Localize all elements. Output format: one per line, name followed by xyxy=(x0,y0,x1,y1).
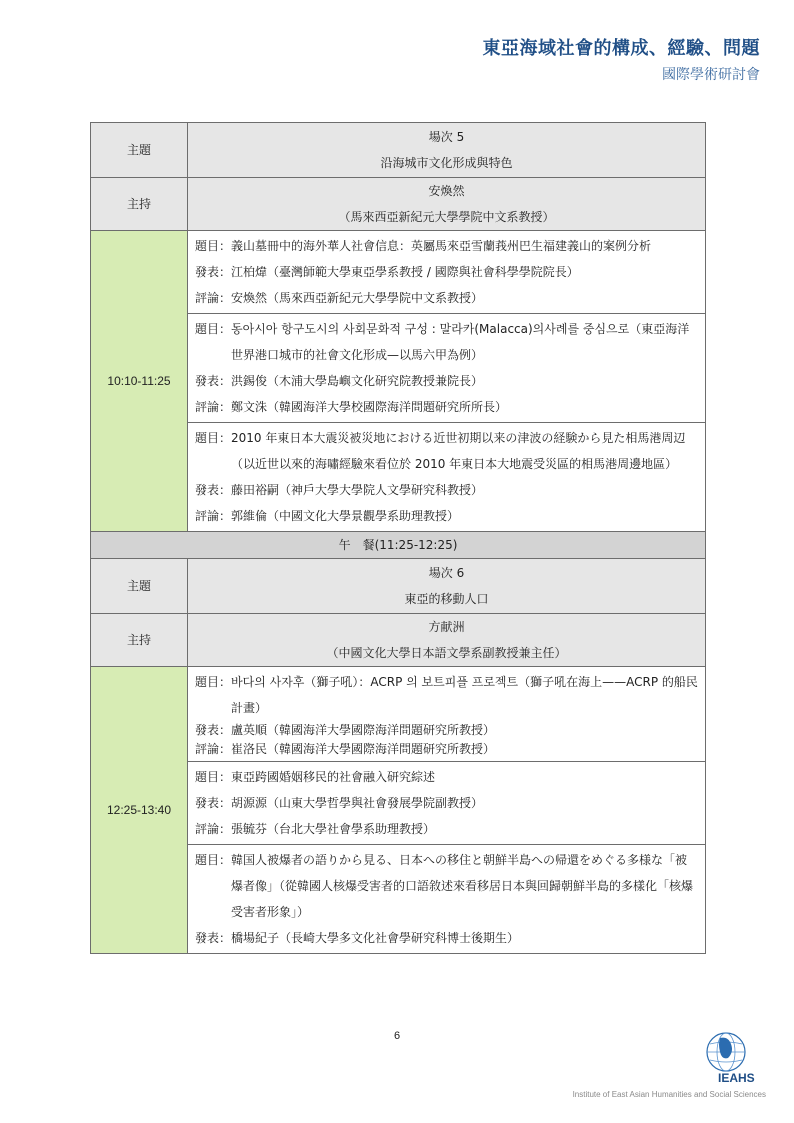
commentator-key: 評論： xyxy=(195,742,232,756)
chair-label: 主持 xyxy=(91,614,188,667)
session-theme-row xyxy=(91,123,706,178)
lunch-break: 午 餐(11:25-12:25) xyxy=(91,532,706,559)
talk-title: 義山墓冊中的海外華人社會信息：英屬馬來亞雪蘭莪州巴生福建義山的案例分析 xyxy=(231,239,652,253)
conference-title: 東亞海域社會的構成、經驗、問題 xyxy=(482,38,760,59)
talk-title: 韓国人被爆者の語りから見る、日本への移住と朝鮮半島への帰還をめぐる多様な「被爆者像」（從韓國人核爆受害者的口語敘述來看移居日本與回歸朝鮮半島的多樣化「核爆受害者形象」） xyxy=(231,853,694,919)
page-number: 6 xyxy=(393,1030,401,1042)
commentator-key: 評論： xyxy=(195,291,232,305)
talk-title: 동아시아 항구도시의 사회문화적 구성 : 말라카(Malacca)의사례를 중심으로（東亞海洋世界港口城市的社會文化形成—以馬六甲為例） xyxy=(231,322,690,362)
time-slot: 10:10-11:25 xyxy=(91,231,188,532)
title-key: 題目： xyxy=(195,675,232,689)
chair-name: 安煥然 xyxy=(428,184,465,198)
theme-cell xyxy=(188,559,706,614)
document-header xyxy=(483,34,761,84)
talk-cell xyxy=(188,845,706,954)
presenter-key: 發表： xyxy=(195,723,232,737)
theme-cell xyxy=(188,123,706,178)
schedule-table xyxy=(90,122,706,954)
globe-logo-icon xyxy=(698,1030,768,1085)
talk-cell xyxy=(188,314,706,423)
chair-label: 主持 xyxy=(91,178,188,231)
talk-presenter: 藤田裕嗣（神戶大學大學院人文學研究科教授） xyxy=(231,483,484,497)
commentator-key: 評論： xyxy=(195,509,232,523)
talk-title: 바다의 사자후（獅子吼）：ACRP 의 보트피플 프로젝트（獅子吼在海上——ACRP 的船民計畫） xyxy=(231,675,698,715)
presenter-key: 發表： xyxy=(195,483,232,497)
talk-title: 2010 年東日本大震災被災地における近世初期以来の津波の経験から見た相馬港周辺（以近世以來的海嘯經驗來看位於 2010 年東日本大地震受災區的相馬港周邊地區） xyxy=(231,431,686,471)
talk-cell xyxy=(188,423,706,532)
talk-commentator: 張毓芬（台北大學社會學系助理教授） xyxy=(231,822,436,836)
logo-text: IEAHS xyxy=(718,1071,755,1085)
talk-title: 東亞跨國婚姻移民的社會融入研究綜述 xyxy=(231,770,436,784)
commentator-key: 評論： xyxy=(195,822,232,836)
talk-commentator: 鄭文洙（韓國海洋大學校國際海洋問題研究所所長） xyxy=(231,400,508,414)
lunch-row xyxy=(91,532,706,559)
presenter-key: 發表： xyxy=(195,265,232,279)
session-number: 場次 5 xyxy=(428,130,465,144)
time-slot: 12:25-13:40 xyxy=(91,667,188,954)
talk-presenter: 洪錫俊（木浦大學島嶼文化研究院教授兼院長） xyxy=(231,374,484,388)
talk-presenter: 江柏煒（臺灣師範大學東亞學系教授 / 國際與社會科學學院院長） xyxy=(231,265,579,279)
talk-commentator: 安煥然（馬來西亞新紀元大學學院中文系教授） xyxy=(231,291,484,305)
talk-commentator: 崔洛民（韓國海洋大學國際海洋問題研究所教授） xyxy=(231,742,496,756)
chair-affiliation: （馬來西亞新紀元大學學院中文系教授） xyxy=(338,210,555,224)
presenter-key: 發表： xyxy=(195,931,232,945)
talk-commentator: 郭維倫（中國文化大學景觀學系助理教授） xyxy=(231,509,460,523)
talk-presenter: 盧英順（韓國海洋大學國際海洋問題研究所教授） xyxy=(231,723,496,737)
title-key: 題目： xyxy=(195,239,232,253)
session-chair-row xyxy=(91,178,706,231)
talk-cell xyxy=(188,667,706,762)
session-chair-row xyxy=(91,614,706,667)
session-name: 沿海城市文化形成與特色 xyxy=(380,156,513,170)
chair-affiliation: （中國文化大學日本語文學系副教授兼主任） xyxy=(326,646,567,660)
talk-cell xyxy=(188,231,706,314)
title-key: 題目： xyxy=(195,431,232,445)
title-key: 題目： xyxy=(195,770,232,784)
talk-presenter: 橋場紀子（長崎大學多文化社會學研究科博士後期生） xyxy=(231,931,520,945)
conference-subtitle: 國際學術研討會 xyxy=(662,67,760,83)
presenter-key: 發表： xyxy=(195,374,232,388)
session-number: 場次 6 xyxy=(428,566,465,580)
session-name: 東亞的移動人口 xyxy=(404,592,489,606)
title-key: 題目： xyxy=(195,322,232,336)
talk-row xyxy=(91,667,706,762)
session-theme-row xyxy=(91,559,706,614)
chair-cell xyxy=(188,614,706,667)
theme-label: 主題 xyxy=(91,559,188,614)
chair-cell xyxy=(188,178,706,231)
talk-cell xyxy=(188,762,706,845)
commentator-key: 評論： xyxy=(195,400,232,414)
talk-presenter: 胡源源（山東大學哲學與社會發展學院副教授） xyxy=(231,796,484,810)
institute-footer: Institute of East Asian Humanities and Social Sciences xyxy=(572,1090,766,1099)
theme-label: 主題 xyxy=(91,123,188,178)
talk-row xyxy=(91,231,706,314)
title-key: 題目： xyxy=(195,853,232,867)
chair-name: 方献洲 xyxy=(428,620,465,634)
presenter-key: 發表： xyxy=(195,796,232,810)
